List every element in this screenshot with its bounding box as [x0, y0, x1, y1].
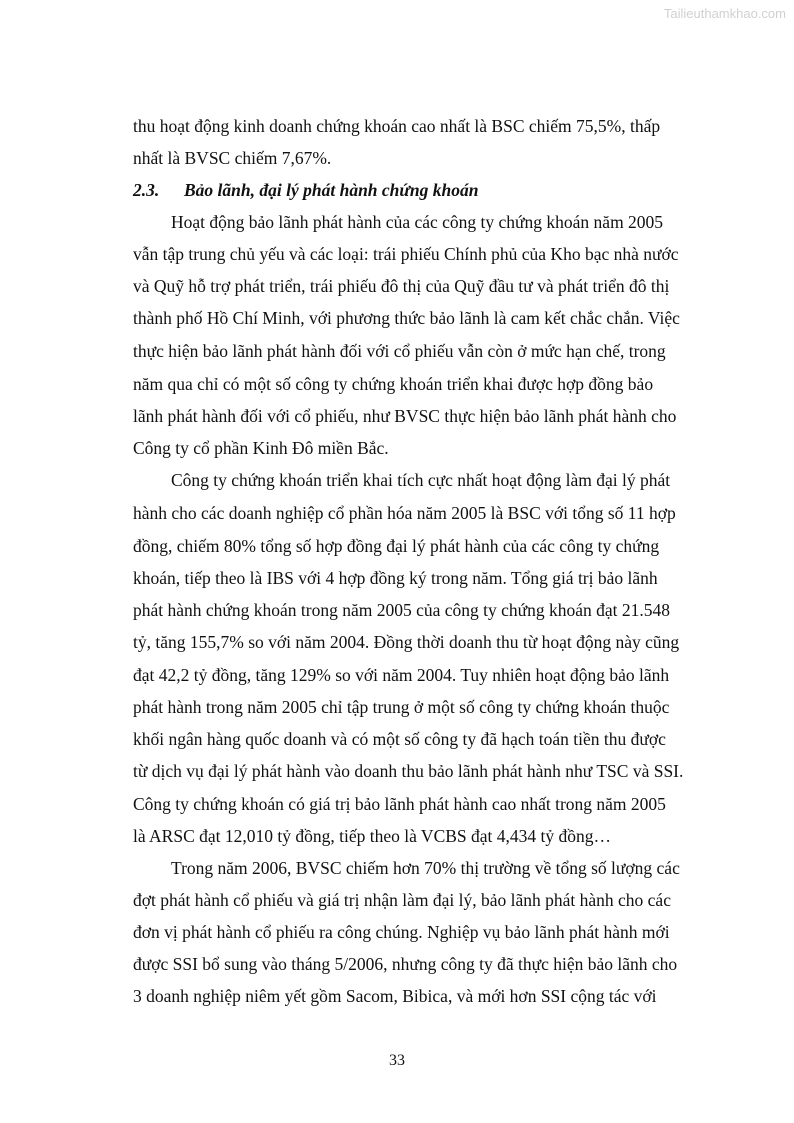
text-line: năm qua chỉ có một số công ty chứng khoán triển khai được hợp đồng bảo — [133, 374, 654, 394]
text-line: lãnh phát hành đối với cổ phiếu, như BVSC thực hiện bảo lãnh phát hành cho — [133, 406, 677, 426]
text-line: tỷ, tăng 155,7% so với năm 2004. Đồng thời doanh thu từ hoạt động này cũng — [133, 632, 680, 652]
text-line: vẫn tập trung chủ yếu và các loại: trái phiếu Chính phủ của Kho bạc nhà nước — [133, 244, 679, 264]
section-number: 2.3. — [133, 180, 160, 200]
text-line: Công ty cổ phần Kinh Đô miền Bắc. — [133, 438, 389, 458]
text-line: 3 doanh nghiệp niêm yết gồm Sacom, Bibica, và mới hơn SSI cộng tác với — [133, 986, 657, 1006]
page-number: 33 — [389, 1052, 405, 1069]
text-line: và Quỹ hỗ trợ phát triển, trái phiếu đô thị của Quỹ đầu tư và phát triển đô thị — [133, 276, 670, 296]
text-line: đạt 42,2 tỷ đồng, tăng 129% so với năm 2004. Tuy nhiên hoạt động bảo lãnh — [133, 665, 670, 685]
text-line: phát hành chứng khoán trong năm 2005 của công ty chứng khoán đạt 21.548 — [133, 600, 671, 620]
text-line: khoán, tiếp theo là IBS với 4 hợp đồng ký trong năm. Tổng giá trị bảo lãnh — [133, 568, 658, 588]
text-line: Công ty chứng khoán có giá trị bảo lãnh phát hành cao nhất trong năm 2005 — [133, 794, 666, 814]
section-title: Bảo lãnh, đại lý phát hành chứng khoán — [184, 180, 479, 200]
text-line: được SSI bổ sung vào tháng 5/2006, nhưng công ty đã thực hiện bảo lãnh cho — [133, 954, 678, 974]
watermark: Tailieuthamkhao.com — [663, 6, 786, 21]
text-line: đồng, chiếm 80% tổng số hợp đồng đại lý phát hành của các công ty chứng — [133, 536, 660, 556]
text-line: thực hiện bảo lãnh phát hành đối với cổ phiếu vẫn còn ở mức hạn chế, trong — [133, 341, 666, 361]
text-line: thu hoạt động kinh doanh chứng khoán cao nhất là BSC chiếm 75,5%, thấp — [133, 116, 661, 136]
text-line: phát hành trong năm 2005 chỉ tập trung ở một số công ty chứng khoán thuộc — [133, 697, 670, 717]
text-line: hành cho các doanh nghiệp cổ phần hóa năm 2005 là BSC với tổng số 11 hợp — [133, 503, 676, 523]
section-heading — [133, 180, 478, 200]
text-line: Hoạt động bảo lãnh phát hành của các công ty chứng khoán năm 2005 — [171, 212, 664, 232]
text-line: nhất là BVSC chiếm 7,67%. — [133, 148, 332, 168]
text-line: từ dịch vụ đại lý phát hành vào doanh thu bảo lãnh phát hành như TSC và SSI. — [133, 761, 684, 781]
text-line: thành phố Hồ Chí Minh, với phương thức bảo lãnh là cam kết chắc chắn. Việc — [133, 308, 680, 328]
text-line: đợt phát hành cổ phiếu và giá trị nhận làm đại lý, bảo lãnh phát hành cho các — [133, 890, 671, 910]
text-line: Công ty chứng khoán triển khai tích cực nhất hoạt động làm đại lý phát — [171, 470, 671, 490]
text-line: Trong năm 2006, BVSC chiếm hơn 70% thị trường về tổng số lượng các — [171, 858, 680, 878]
text-line: là ARSC đạt 12,010 tỷ đồng, tiếp theo là VCBS đạt 4,434 tỷ đồng… — [133, 826, 612, 846]
text-line: đơn vị phát hành cổ phiếu ra công chúng. Nghiệp vụ bảo lãnh phát hành mới — [133, 922, 670, 942]
text-line: khối ngân hàng quốc doanh và có một số công ty đã hạch toán tiền thu được — [133, 729, 666, 749]
